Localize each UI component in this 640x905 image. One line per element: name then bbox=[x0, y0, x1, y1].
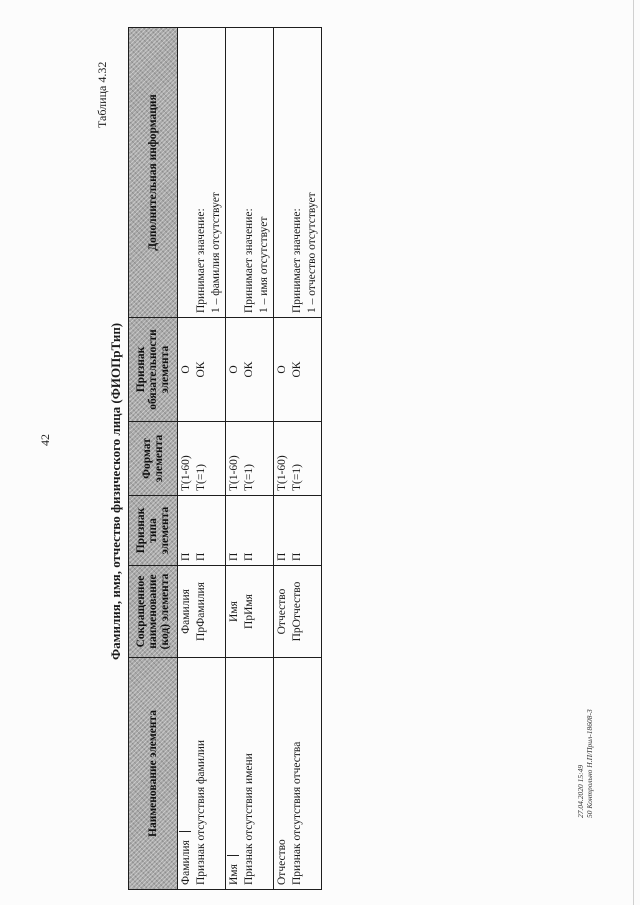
info-text: 1 – фамилия отсутствует bbox=[210, 192, 222, 313]
stamp-reference: 50 Контрольно Н.П/Прил-18608-3 bbox=[585, 709, 594, 818]
name-text: Признак отсутствия фамилии bbox=[195, 739, 207, 885]
required-text: О bbox=[228, 365, 240, 374]
cursor-mark bbox=[227, 855, 239, 856]
fio-table bbox=[128, 27, 322, 890]
required-text: ОК bbox=[243, 361, 255, 378]
name-text: Имя bbox=[228, 864, 240, 885]
format-text: Т(=1) bbox=[195, 464, 207, 491]
code-text: Фамилия bbox=[180, 589, 192, 634]
type-text: П bbox=[276, 552, 288, 561]
header-element-name: Наименование элемента bbox=[129, 658, 178, 890]
type-text: П bbox=[228, 552, 240, 561]
table-row bbox=[178, 28, 226, 890]
cell-element-required bbox=[274, 318, 322, 422]
cell-element-type bbox=[226, 496, 274, 566]
format-text: Т(=1) bbox=[243, 464, 255, 491]
cell-element-required bbox=[178, 318, 226, 422]
page-number: 42 bbox=[38, 434, 52, 446]
table-title: Фамилия, имя, отчество физического лица (ФИОПрТип) bbox=[108, 322, 123, 660]
code-text: Отчество bbox=[276, 588, 288, 635]
table-row bbox=[274, 28, 322, 890]
table-header-row bbox=[129, 28, 178, 890]
header-element-required: Признак обязательности элемента bbox=[129, 318, 178, 422]
code-text: ПрОтчество bbox=[291, 581, 303, 642]
cell-element-type bbox=[178, 496, 226, 566]
cell-additional-info bbox=[178, 28, 226, 318]
cell-element-format bbox=[178, 422, 226, 496]
code-text: Имя bbox=[228, 601, 240, 622]
info-text: Принимает значение: bbox=[195, 208, 207, 313]
info-text: 1 – отчество отсутствует bbox=[306, 192, 318, 313]
format-text: Т(=1) bbox=[291, 464, 303, 491]
header-additional-info: Дополнительная информация bbox=[129, 28, 178, 318]
cell-element-format bbox=[274, 422, 322, 496]
table-row bbox=[226, 28, 274, 890]
cell-element-name bbox=[226, 658, 274, 890]
name-text: Признак отсутствия имени bbox=[243, 753, 255, 885]
name-text: Отчество bbox=[276, 839, 288, 885]
code-text: ПрФамилия bbox=[195, 582, 207, 641]
required-text: О bbox=[276, 365, 288, 374]
info-text: 1 – имя отсутствует bbox=[258, 216, 270, 313]
format-text: Т(1-60) bbox=[228, 455, 240, 491]
info-text: Принимает значение: bbox=[243, 208, 255, 313]
page-edge bbox=[633, 0, 634, 905]
cell-element-code bbox=[178, 566, 226, 658]
header-element-code: Сокращенное наименование (код) элемента bbox=[129, 566, 178, 658]
cell-element-required bbox=[226, 318, 274, 422]
cell-element-format bbox=[226, 422, 274, 496]
header-element-format: Формат элемента bbox=[129, 422, 178, 496]
cell-element-name bbox=[274, 658, 322, 890]
name-text: Фамилия bbox=[180, 840, 192, 885]
code-text: ПрИмя bbox=[243, 594, 255, 629]
cell-element-type bbox=[274, 496, 322, 566]
name-text: Признак отсутствия отчества bbox=[291, 741, 303, 885]
cell-additional-info bbox=[226, 28, 274, 318]
type-text: П bbox=[195, 552, 207, 561]
format-text: Т(1-60) bbox=[276, 455, 288, 491]
cell-element-code bbox=[226, 566, 274, 658]
fio-table-container bbox=[128, 28, 316, 890]
format-text: Т(1-60) bbox=[180, 455, 192, 491]
stamp-date: 27.04.2020 15:49 bbox=[576, 764, 585, 818]
type-text: П bbox=[243, 552, 255, 561]
cell-element-name bbox=[178, 658, 226, 890]
cursor-mark bbox=[179, 831, 191, 832]
cell-element-code bbox=[274, 566, 322, 658]
type-text: П bbox=[180, 552, 192, 561]
required-text: ОК bbox=[291, 361, 303, 378]
required-text: ОК bbox=[195, 361, 207, 378]
info-text: Принимает значение: bbox=[291, 208, 303, 313]
cell-additional-info bbox=[274, 28, 322, 318]
header-element-type: Признак типа элемента bbox=[129, 496, 178, 566]
table-number: Таблица 4.32 bbox=[95, 61, 109, 128]
registration-stamp bbox=[576, 709, 594, 818]
type-text: П bbox=[291, 552, 303, 561]
required-text: О bbox=[180, 365, 192, 374]
